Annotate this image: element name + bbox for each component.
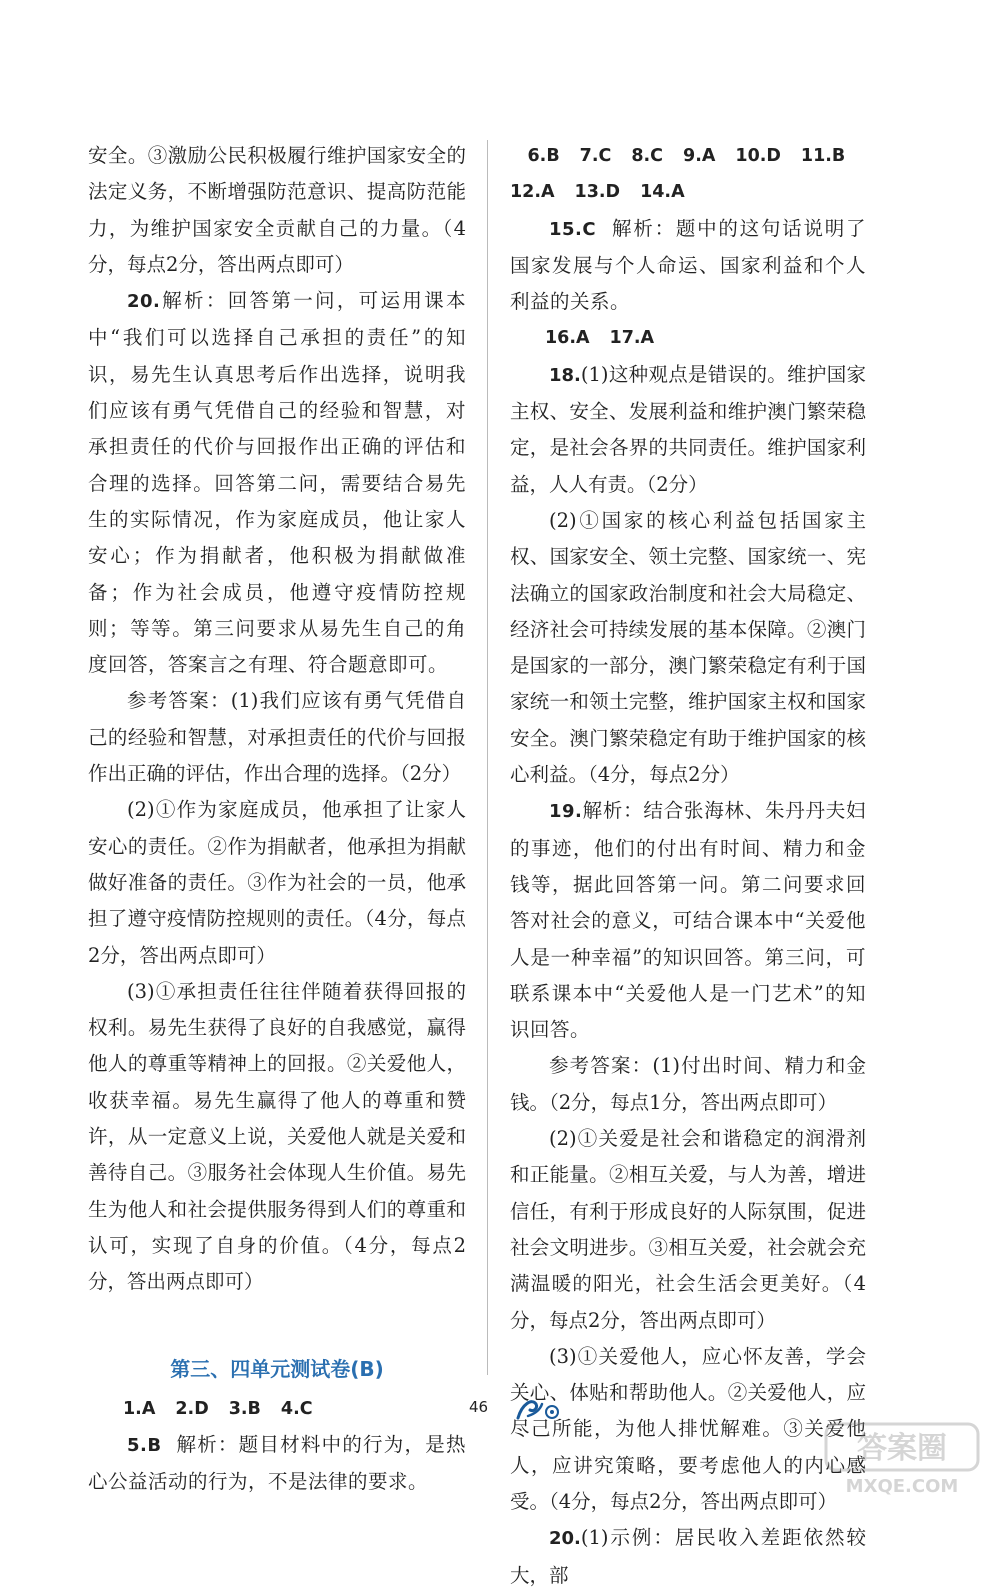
answer-item: 10.D — [735, 146, 781, 166]
section-title: 第三、四单元测试卷(B) — [170, 1356, 384, 1381]
q19-answer-3: (3)①关爱他人，应心怀友善，学会关心、体贴和帮助他人。②关爱他人，应尽己所能，为他人排忧解难。③关爱他人，应讲究策略，要考虑他人的内心感受。（4分，每点2分，答出两点即可） — [510, 1344, 866, 1513]
answer-item: 8.C — [631, 146, 664, 166]
answer-text: (1)示例：居民收入差距依然较大，部 — [510, 1526, 866, 1587]
q5-analysis — [88, 1427, 466, 1501]
question-number: 15.C — [549, 218, 597, 240]
left-column — [88, 138, 466, 1500]
answer-item: 4.C — [280, 1398, 313, 1419]
answer-item: 1.A — [123, 1398, 156, 1419]
watermark-text: 答案圈 — [857, 1431, 947, 1466]
page-number: 46 — [469, 1398, 489, 1416]
answer-item: 13.D — [574, 182, 621, 203]
answer-item: 6.B — [527, 146, 560, 166]
answer-item: 11.B — [800, 146, 846, 166]
q15-analysis — [510, 211, 866, 321]
question-number: 20. — [549, 1528, 581, 1550]
q18-part-2: (2)①国家的核心利益包括国家主权、国家安全、领土完整、国家统一、宪法确立的国家政治制度和社会大局稳定、经济社会可持续发展的基本保障。②澳门是国家的一部分，澳门繁荣稳定有利于国家统一和领土完整，维护国家主权和国家安全。澳门繁荣稳定有助于维护国家的核心利益。（4分，每点2分） — [510, 508, 866, 787]
answer-item: 7.C — [579, 146, 612, 166]
q19-analysis — [510, 793, 866, 1048]
q20-answer-3: (3)①承担责任往往伴随着获得回报的权利。易先生获得了良好的自我感觉，赢得他人的尊重等精神上的回报。②关爱他人，收获幸福。易先生赢得了他人的尊重和赞许，从一定意义上说，关爱他人就是关爱和善待自己。③服务社会体现人生价值。易先生为他人和社会提供服务得到人们的尊重和认可，实现了自身的价值。（4分，每点2分，答出两点即可） — [88, 979, 466, 1294]
q19-answer-continuation: 安全。③激励公民积极履行维护国家安全的法定义务，不断增强防范意识、提高防范能力，为维护国家安全贡献自己的力量。（4分，每点2分，答出两点即可） — [88, 144, 466, 276]
watermark-logo-icon — [822, 1420, 982, 1500]
question-number: 19. — [549, 801, 583, 823]
analysis-text: 解析：结合张海林、朱丹丹夫妇的事迹，他们的付出有时间、精力和金钱等，据此回答第一问。第二问要求回答对社会的意义，可结合课本中“关爱他人是一种幸福”的知识回答。第三问，可联系课本中“关爱他人是一门艺术”的知识回答。 — [510, 799, 866, 1042]
analysis-text: 解析：回答第一问，可运用课本中“我们可以选择自己承担的责任”的知识，易先生认真思考后作出选择，说明我们应该有勇气凭借自己的经验和智慧，对承担责任的代价与回报作出正确的评估和合理的选择。回答第二问，需要结合易先生的实际情况，作为家庭成员，他让家人安心；作为捐献者，他积极为捐献做准备；作为社会成员，他遵守疫情防控规则；等等。第三问要求从易先生自己的角度回答，答案言之有理、符合题意即可。 — [88, 289, 466, 677]
q20-answer-2: (2)①作为家庭成员，他承担了让家人安心的责任。②作为捐献者，他承担为捐献做好准备的责任。③作为社会的一员，他承担了遵守疫情防控规则的责任。（4分，每点2分，答出两点即可） — [88, 798, 466, 967]
question-number: 20. — [127, 291, 161, 313]
right-column — [510, 138, 866, 1594]
answers-1-4 — [88, 1391, 466, 1427]
q19-answer-2: (2)①关爱是社会和谐稳定的润滑剂和正能量。②相互关爱，与人为善，增进信任，有利于形成良好的人际氛围，促进社会文明进步。③相互关爱，社会就会充满温暖的阳光，社会生活会更美好。（4分，每点2分，答出两点即可） — [510, 1127, 866, 1332]
swirl-ornament-icon — [514, 1394, 564, 1422]
answers-12-14 — [510, 174, 866, 210]
answer-item: 16.A — [545, 328, 590, 349]
q20-start — [510, 1520, 866, 1594]
q18-part-1 — [510, 357, 866, 503]
answer-item: 14.A — [640, 182, 685, 203]
answers-16-17 — [510, 320, 866, 356]
analysis-text: 解析：题目材料中的行为，是热心公益活动的行为，不是法律的要求。 — [88, 1432, 466, 1494]
column-divider — [487, 140, 488, 1375]
answer-item: 2.D — [175, 1398, 209, 1419]
q19-answer-1: 参考答案：(1)付出时间、精力和金钱。（2分，每点1分，答出两点即可） — [510, 1054, 866, 1114]
answer-item: 3.B — [228, 1398, 261, 1419]
answers-6-11 — [510, 138, 866, 174]
answer-item: 9.A — [683, 146, 716, 166]
watermark-url: MXQE.COM — [845, 1476, 959, 1497]
answer-item: 12.A — [510, 182, 555, 203]
analysis-text: 解析：题中的这句话说明了国家发展与个人命运、国家利益和个人利益的关系。 — [510, 216, 866, 314]
answer-text: (1)这种观点是错误的。维护国家主权、安全、发展利益和维护澳门繁荣稳定，是社会各界的共同责任。维护国家利益，人人有责。（2分） — [510, 362, 866, 496]
q20-answer-1: 参考答案：(1)我们应该有勇气凭借自己的经验和智慧，对承担责任的代价与回报作出正确的评估，作出合理的选择。（2分） — [88, 689, 466, 786]
question-number: 18. — [549, 364, 581, 386]
question-number: 5.B — [127, 1434, 162, 1456]
answer-item: 17.A — [609, 328, 655, 349]
q20-analysis — [88, 283, 466, 683]
